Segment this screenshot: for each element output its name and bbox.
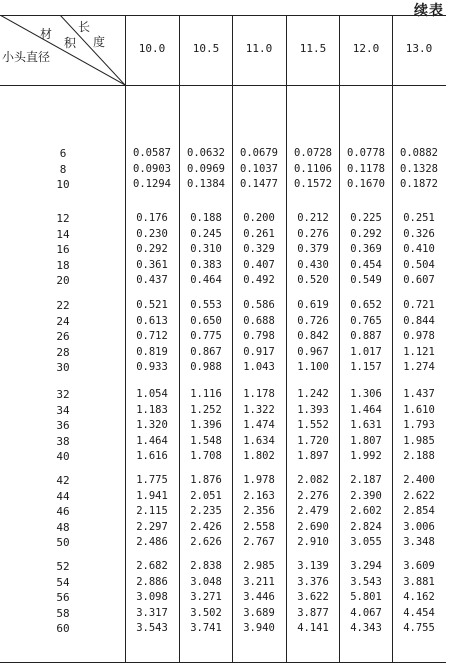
volume-cell: 2.886	[136, 575, 168, 588]
volume-cell: 0.361	[136, 258, 168, 271]
volume-cell: 4.162	[403, 591, 435, 603]
volume-cell: 2.602	[350, 505, 382, 517]
volume-cell: 0.1328	[400, 162, 438, 175]
volume-cell: 1.720	[297, 434, 329, 447]
diameter-cell: 38	[56, 434, 70, 448]
volume-cell: 0.0679	[240, 147, 278, 159]
volume-cell: 0.988	[190, 361, 222, 373]
volume-cell: 0.775	[190, 330, 222, 342]
volume-cell: 0.430	[297, 258, 329, 271]
diameter-cell: 56	[56, 591, 70, 604]
continued-label: 续表	[414, 3, 444, 19]
volume-cell: 0.1384	[187, 178, 225, 190]
volume-cell: 3.622	[297, 591, 329, 603]
volume-cell: 1.631	[350, 419, 382, 431]
diameter-cell: 10	[56, 178, 70, 191]
volume-cell: 0.1572	[294, 178, 332, 190]
diameter-cell: 42	[56, 474, 70, 487]
volume-cell: 0.652	[350, 299, 382, 311]
volume-cell: 3.881	[403, 575, 435, 588]
volume-cell: 2.356	[243, 505, 275, 517]
volume-cell: 0.549	[350, 274, 382, 286]
top-rule	[0, 15, 446, 16]
diameter-cell: 58	[56, 606, 70, 620]
volume-cell: 1.043	[243, 361, 275, 373]
volume-cell: 3.098	[136, 591, 168, 603]
volume-cell: 0.504	[403, 258, 435, 271]
volume-cell: 3.006	[403, 520, 435, 533]
volume-cell: 5.801	[350, 591, 382, 603]
volume-cell: 2.051	[190, 489, 222, 502]
volume-cell: 3.317	[136, 606, 168, 619]
diameter-cell: 8	[59, 162, 67, 176]
volume-cell: 0.887	[350, 330, 382, 342]
volume-cell: 1.322	[243, 403, 275, 416]
volume-cell: 0.310	[190, 243, 222, 255]
volume-cell: 3.543	[136, 622, 168, 634]
volume-cell: 1.548	[190, 434, 222, 447]
volume-cell: 0.326	[403, 227, 435, 240]
volume-cell: 3.609	[403, 560, 435, 572]
diameter-cell: 50	[56, 536, 70, 549]
volume-cell: 0.1178	[347, 162, 385, 175]
volume-cell: 1.464	[136, 434, 168, 447]
volume-cell: 1.552	[297, 419, 329, 431]
volume-cell: 0.613	[136, 314, 168, 327]
volume-cell: 0.251	[403, 212, 435, 224]
length-header: 13.0	[405, 42, 433, 55]
volume-cell: 1.634	[243, 434, 275, 447]
volume-cell: 0.607	[403, 274, 435, 286]
volume-cell: 0.1294	[133, 178, 171, 190]
diameter-cell: 20	[56, 274, 70, 287]
volume-cell: 2.854	[403, 505, 435, 517]
header-diameter-label: 小头直径	[2, 50, 51, 64]
volume-cell: 3.446	[243, 591, 275, 603]
volume-cell: 1.116	[190, 388, 222, 400]
volume-cell: 3.689	[243, 606, 275, 619]
volume-cell: 2.479	[297, 505, 329, 517]
volume-cell: 0.464	[190, 274, 222, 286]
volume-cell: 0.225	[350, 212, 382, 224]
header-length-char1: 长	[78, 20, 91, 34]
length-header: 10.0	[138, 42, 166, 55]
diameter-cell: 16	[56, 243, 70, 256]
header-length-char2: 度	[93, 35, 106, 49]
volume-cell: 1.242	[297, 388, 329, 400]
volume-cell: 0.650	[190, 314, 222, 327]
volume-cell: 1.474	[243, 419, 275, 431]
diameter-cell: 26	[56, 330, 70, 343]
volume-cell: 1.802	[243, 450, 275, 462]
volume-cell: 1.992	[350, 450, 382, 462]
volume-cell: 1.985	[403, 434, 435, 447]
diameter-cell: 6	[59, 147, 67, 160]
volume-cell: 4.755	[403, 622, 435, 634]
volume-cell: 0.437	[136, 274, 168, 286]
volume-cell: 0.212	[297, 212, 329, 224]
volume-cell: 1.978	[243, 474, 275, 486]
diameter-cell: 48	[56, 520, 70, 534]
volume-cell: 0.292	[136, 243, 168, 255]
diameter-cell: 28	[56, 345, 70, 359]
volume-cell: 1.054	[136, 388, 168, 400]
volume-cell: 0.553	[190, 299, 222, 311]
volume-cell: 3.211	[243, 575, 275, 588]
volume-cell: 1.464	[350, 403, 382, 416]
volume-cell: 2.276	[297, 489, 329, 502]
volume-cell: 0.0587	[133, 147, 171, 159]
volume-cell: 0.329	[243, 243, 275, 255]
volume-cell: 1.157	[350, 361, 382, 373]
volume-cell: 0.842	[297, 330, 329, 342]
length-header: 11.0	[245, 42, 273, 55]
volume-cell: 0.230	[136, 227, 168, 240]
volume-cell: 1.178	[243, 388, 275, 400]
volume-cell: 1.807	[350, 434, 382, 447]
volume-cell: 2.297	[136, 520, 168, 533]
volume-cell: 1.437	[403, 388, 435, 400]
volume-cell: 0.721	[403, 299, 435, 311]
volume-cell: 1.610	[403, 403, 435, 416]
volume-cell: 0.619	[297, 299, 329, 311]
volume-cell: 0.1477	[240, 178, 278, 190]
volume-cell: 3.271	[190, 591, 222, 603]
volume-cell: 0.410	[403, 243, 435, 255]
volume-cell: 3.376	[297, 575, 329, 588]
volume-cell: 0.369	[350, 243, 382, 255]
diameter-cell: 60	[56, 622, 70, 635]
volume-cell: 0.520	[297, 274, 329, 286]
volume-cell: 3.502	[190, 606, 222, 619]
diameter-cell: 34	[56, 403, 70, 417]
volume-cell: 4.343	[350, 622, 382, 634]
diameter-cell: 30	[56, 361, 70, 374]
volume-cell: 2.824	[350, 520, 382, 533]
length-header: 10.5	[192, 42, 220, 55]
volume-cell: 1.320	[136, 419, 168, 431]
header-rule	[0, 85, 446, 86]
volume-cell: 0.967	[297, 345, 329, 358]
volume-cell: 1.941	[136, 489, 168, 502]
volume-cell: 0.383	[190, 258, 222, 271]
volume-cell: 4.141	[297, 622, 329, 634]
diameter-cell: 14	[56, 227, 70, 241]
volume-cell: 0.765	[350, 314, 382, 327]
volume-cell: 0.454	[350, 258, 382, 271]
volume-cell: 1.252	[190, 403, 222, 416]
volume-cell: 2.400	[403, 474, 435, 486]
volume-cell: 0.933	[136, 361, 168, 373]
volume-cell: 0.200	[243, 212, 275, 224]
diameter-cell: 44	[56, 489, 70, 503]
volume-cell: 4.067	[350, 606, 382, 619]
volume-cell: 1.396	[190, 419, 222, 431]
volume-cell: 1.616	[136, 450, 168, 462]
volume-cell: 2.188	[403, 450, 435, 462]
volume-cell: 0.379	[297, 243, 329, 255]
volume-cell: 0.276	[297, 227, 329, 240]
diameter-cell: 24	[56, 314, 70, 328]
volume-cell: 0.245	[190, 227, 222, 240]
volume-cell: 0.586	[243, 299, 275, 311]
volume-cell: 0.917	[243, 345, 275, 358]
volume-cell: 3.741	[190, 622, 222, 634]
volume-cell: 2.082	[297, 474, 329, 486]
diameter-cell: 12	[56, 212, 70, 225]
volume-cell: 2.622	[403, 489, 435, 502]
volume-cell: 3.055	[350, 536, 382, 548]
volume-cell: 0.1037	[240, 162, 278, 175]
volume-cell: 1.708	[190, 450, 222, 462]
volume-cell: 2.838	[190, 560, 222, 572]
volume-cell: 3.348	[403, 536, 435, 548]
volume-cell: 1.897	[297, 450, 329, 462]
volume-cell: 0.1872	[400, 178, 438, 190]
diameter-cell: 32	[56, 388, 70, 401]
volume-cell: 0.867	[190, 345, 222, 358]
volume-cell: 1.876	[190, 474, 222, 486]
volume-cell: 0.292	[350, 227, 382, 240]
volume-cell: 0.0969	[187, 162, 225, 175]
volume-cell: 0.188	[190, 212, 222, 224]
volume-cell: 0.261	[243, 227, 275, 240]
volume-cell: 2.767	[243, 536, 275, 548]
volume-cell: 1.306	[350, 388, 382, 400]
diameter-cell: 18	[56, 258, 70, 272]
volume-cell: 0.978	[403, 330, 435, 342]
volume-cell: 1.775	[136, 474, 168, 486]
diameter-cell: 52	[56, 560, 70, 573]
volume-cell: 1.793	[403, 419, 435, 431]
volume-cell: 0.0903	[133, 162, 171, 175]
volume-cell: 0.0632	[187, 147, 225, 159]
length-header: 11.5	[299, 42, 327, 55]
volume-cell: 2.390	[350, 489, 382, 502]
diameter-cell: 40	[56, 450, 70, 463]
header-material-char1: 材	[40, 27, 53, 41]
diameter-cell: 22	[56, 299, 70, 312]
volume-table	[0, 15, 446, 663]
length-header: 12.0	[352, 42, 380, 55]
diameter-cell: 54	[56, 575, 70, 589]
volume-cell: 0.0778	[347, 147, 385, 159]
volume-cell: 4.454	[403, 606, 435, 619]
volume-cell: 3.877	[297, 606, 329, 619]
volume-cell: 0.1670	[347, 178, 385, 190]
volume-cell: 0.176	[136, 212, 168, 224]
volume-cell: 2.682	[136, 560, 168, 572]
volume-cell: 1.183	[136, 403, 168, 416]
volume-cell: 3.543	[350, 575, 382, 588]
volume-cell: 2.910	[297, 536, 329, 548]
volume-cell: 0.819	[136, 345, 168, 358]
volume-cell: 2.690	[297, 520, 329, 533]
volume-cell: 0.688	[243, 314, 275, 327]
volume-cell: 2.626	[190, 536, 222, 548]
volume-cell: 2.163	[243, 489, 275, 502]
volume-cell: 2.486	[136, 536, 168, 548]
volume-cell: 3.139	[297, 560, 329, 572]
volume-cell: 0.407	[243, 258, 275, 271]
volume-cell: 1.121	[403, 345, 435, 358]
volume-cell: 1.274	[403, 361, 435, 373]
volume-cell: 1.393	[297, 403, 329, 416]
volume-cell: 0.0882	[400, 147, 438, 159]
volume-cell: 3.940	[243, 622, 275, 634]
volume-cell: 2.558	[243, 520, 275, 533]
volume-cell: 2.426	[190, 520, 222, 533]
volume-cell: 2.985	[243, 560, 275, 572]
volume-cell: 3.294	[350, 560, 382, 572]
volume-cell: 0.521	[136, 299, 168, 311]
volume-cell: 0.492	[243, 274, 275, 286]
volume-cell: 0.0728	[294, 147, 332, 159]
volume-cell: 0.726	[297, 314, 329, 327]
diameter-cell: 36	[56, 419, 70, 432]
volume-cell: 3.048	[190, 575, 222, 588]
volume-cell: 0.1106	[294, 162, 332, 175]
volume-cell: 2.235	[190, 505, 222, 517]
header-material-char2: 积	[64, 36, 77, 50]
volume-cell: 2.115	[136, 505, 168, 517]
diameter-cell: 46	[56, 505, 70, 518]
volume-cell: 0.844	[403, 314, 435, 327]
volume-cell: 0.712	[136, 330, 168, 342]
volume-cell: 2.187	[350, 474, 382, 486]
volume-cell: 1.017	[350, 345, 382, 358]
volume-cell: 1.100	[297, 361, 329, 373]
volume-cell: 0.798	[243, 330, 275, 342]
